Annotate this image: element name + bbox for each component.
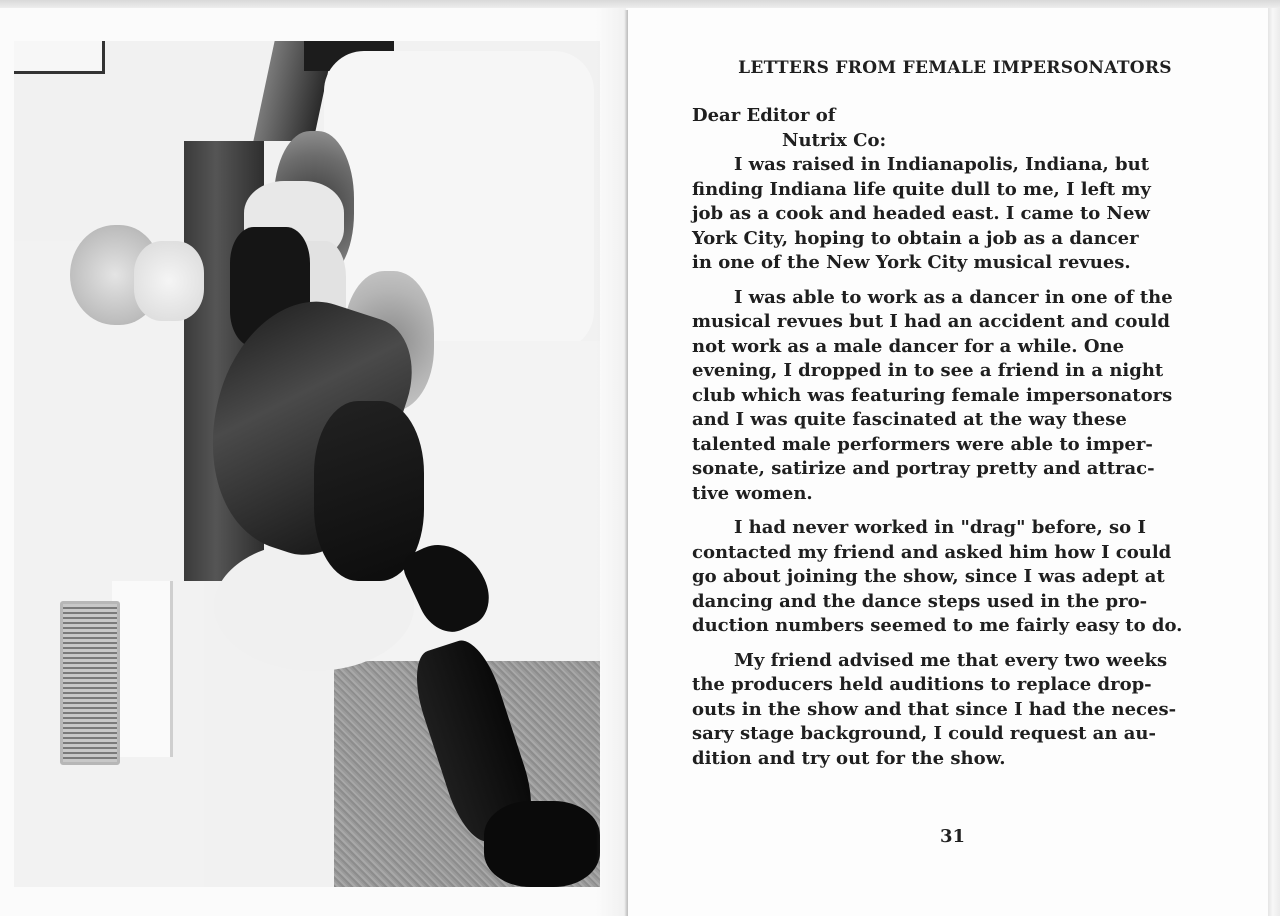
text-line: club which was featuring female impersonators xyxy=(692,384,1173,406)
photo-image xyxy=(14,41,600,887)
text-line: evening, I dropped in to see a friend in a night xyxy=(692,360,1164,381)
right-page-edge xyxy=(1268,8,1280,916)
salutation-line-1: Dear Editor of xyxy=(692,105,836,126)
photo-shoe xyxy=(484,801,600,887)
photo-picture-frame xyxy=(14,41,105,74)
text-line: finding Indiana life quite dull to me, I left my xyxy=(692,178,1151,200)
letter-text xyxy=(692,58,1212,781)
text-line: and I was quite fascinated at the way these xyxy=(692,409,1127,430)
text-line: go about joining the show, since I was adept at xyxy=(692,566,1165,587)
paragraph-2 xyxy=(692,286,1212,507)
paragraph-4 xyxy=(692,649,1212,772)
photo-leggings-lower xyxy=(314,401,424,581)
text-line: contacted my friend and asked him how I could xyxy=(692,541,1172,563)
salutation-line-2: Nutrix Co: xyxy=(782,129,887,151)
page-number: 31 xyxy=(940,826,966,847)
text-line: in one of the New York City musical revues. xyxy=(692,252,1131,273)
text-line: duction numbers seemed to me fairly easy to do. xyxy=(692,615,1183,636)
text-line: I was raised in Indianapolis, Indiana, but xyxy=(734,154,1150,175)
text-line: talented male performers were able to imper- xyxy=(692,433,1153,455)
text-line: I was able to work as a dancer in one of the xyxy=(734,286,1173,308)
text-line: not work as a male dancer for a while. One xyxy=(692,335,1125,357)
text-line: the producers held auditions to replace drop- xyxy=(692,674,1152,695)
photo-face xyxy=(134,241,204,321)
text-line: dition and try out for the show. xyxy=(692,747,1006,769)
photo-bedsheet xyxy=(14,241,204,887)
text-line: musical revues but I had an accident and could xyxy=(692,311,1170,332)
left-page xyxy=(0,8,628,916)
text-line: tive women. xyxy=(692,482,813,504)
page-title: LETTERS FROM FEMALE IMPERSONATORS xyxy=(738,58,1172,78)
text-line: sonate, satirize and portray pretty and attrac- xyxy=(692,458,1155,479)
text-line: York City, hoping to obtain a job as a dancer xyxy=(692,227,1139,249)
paragraph-3 xyxy=(692,516,1212,639)
photo-air-vent xyxy=(60,601,120,765)
text-line: dancing and the dance steps used in the pro- xyxy=(692,590,1148,612)
text-line: My friend advised me that every two weeks xyxy=(734,649,1168,671)
gutter-shadow xyxy=(596,8,626,916)
text-line: outs in the show and that since I had the neces- xyxy=(692,698,1177,720)
text-line: I had never worked in "drag" before, so I xyxy=(734,517,1146,538)
photo-vent-box xyxy=(112,581,173,757)
paragraph-1 xyxy=(692,153,1212,276)
text-line: job as a cook and headed east. I came to New xyxy=(692,203,1150,224)
text-line: sary stage background, I could request an au- xyxy=(692,723,1156,744)
